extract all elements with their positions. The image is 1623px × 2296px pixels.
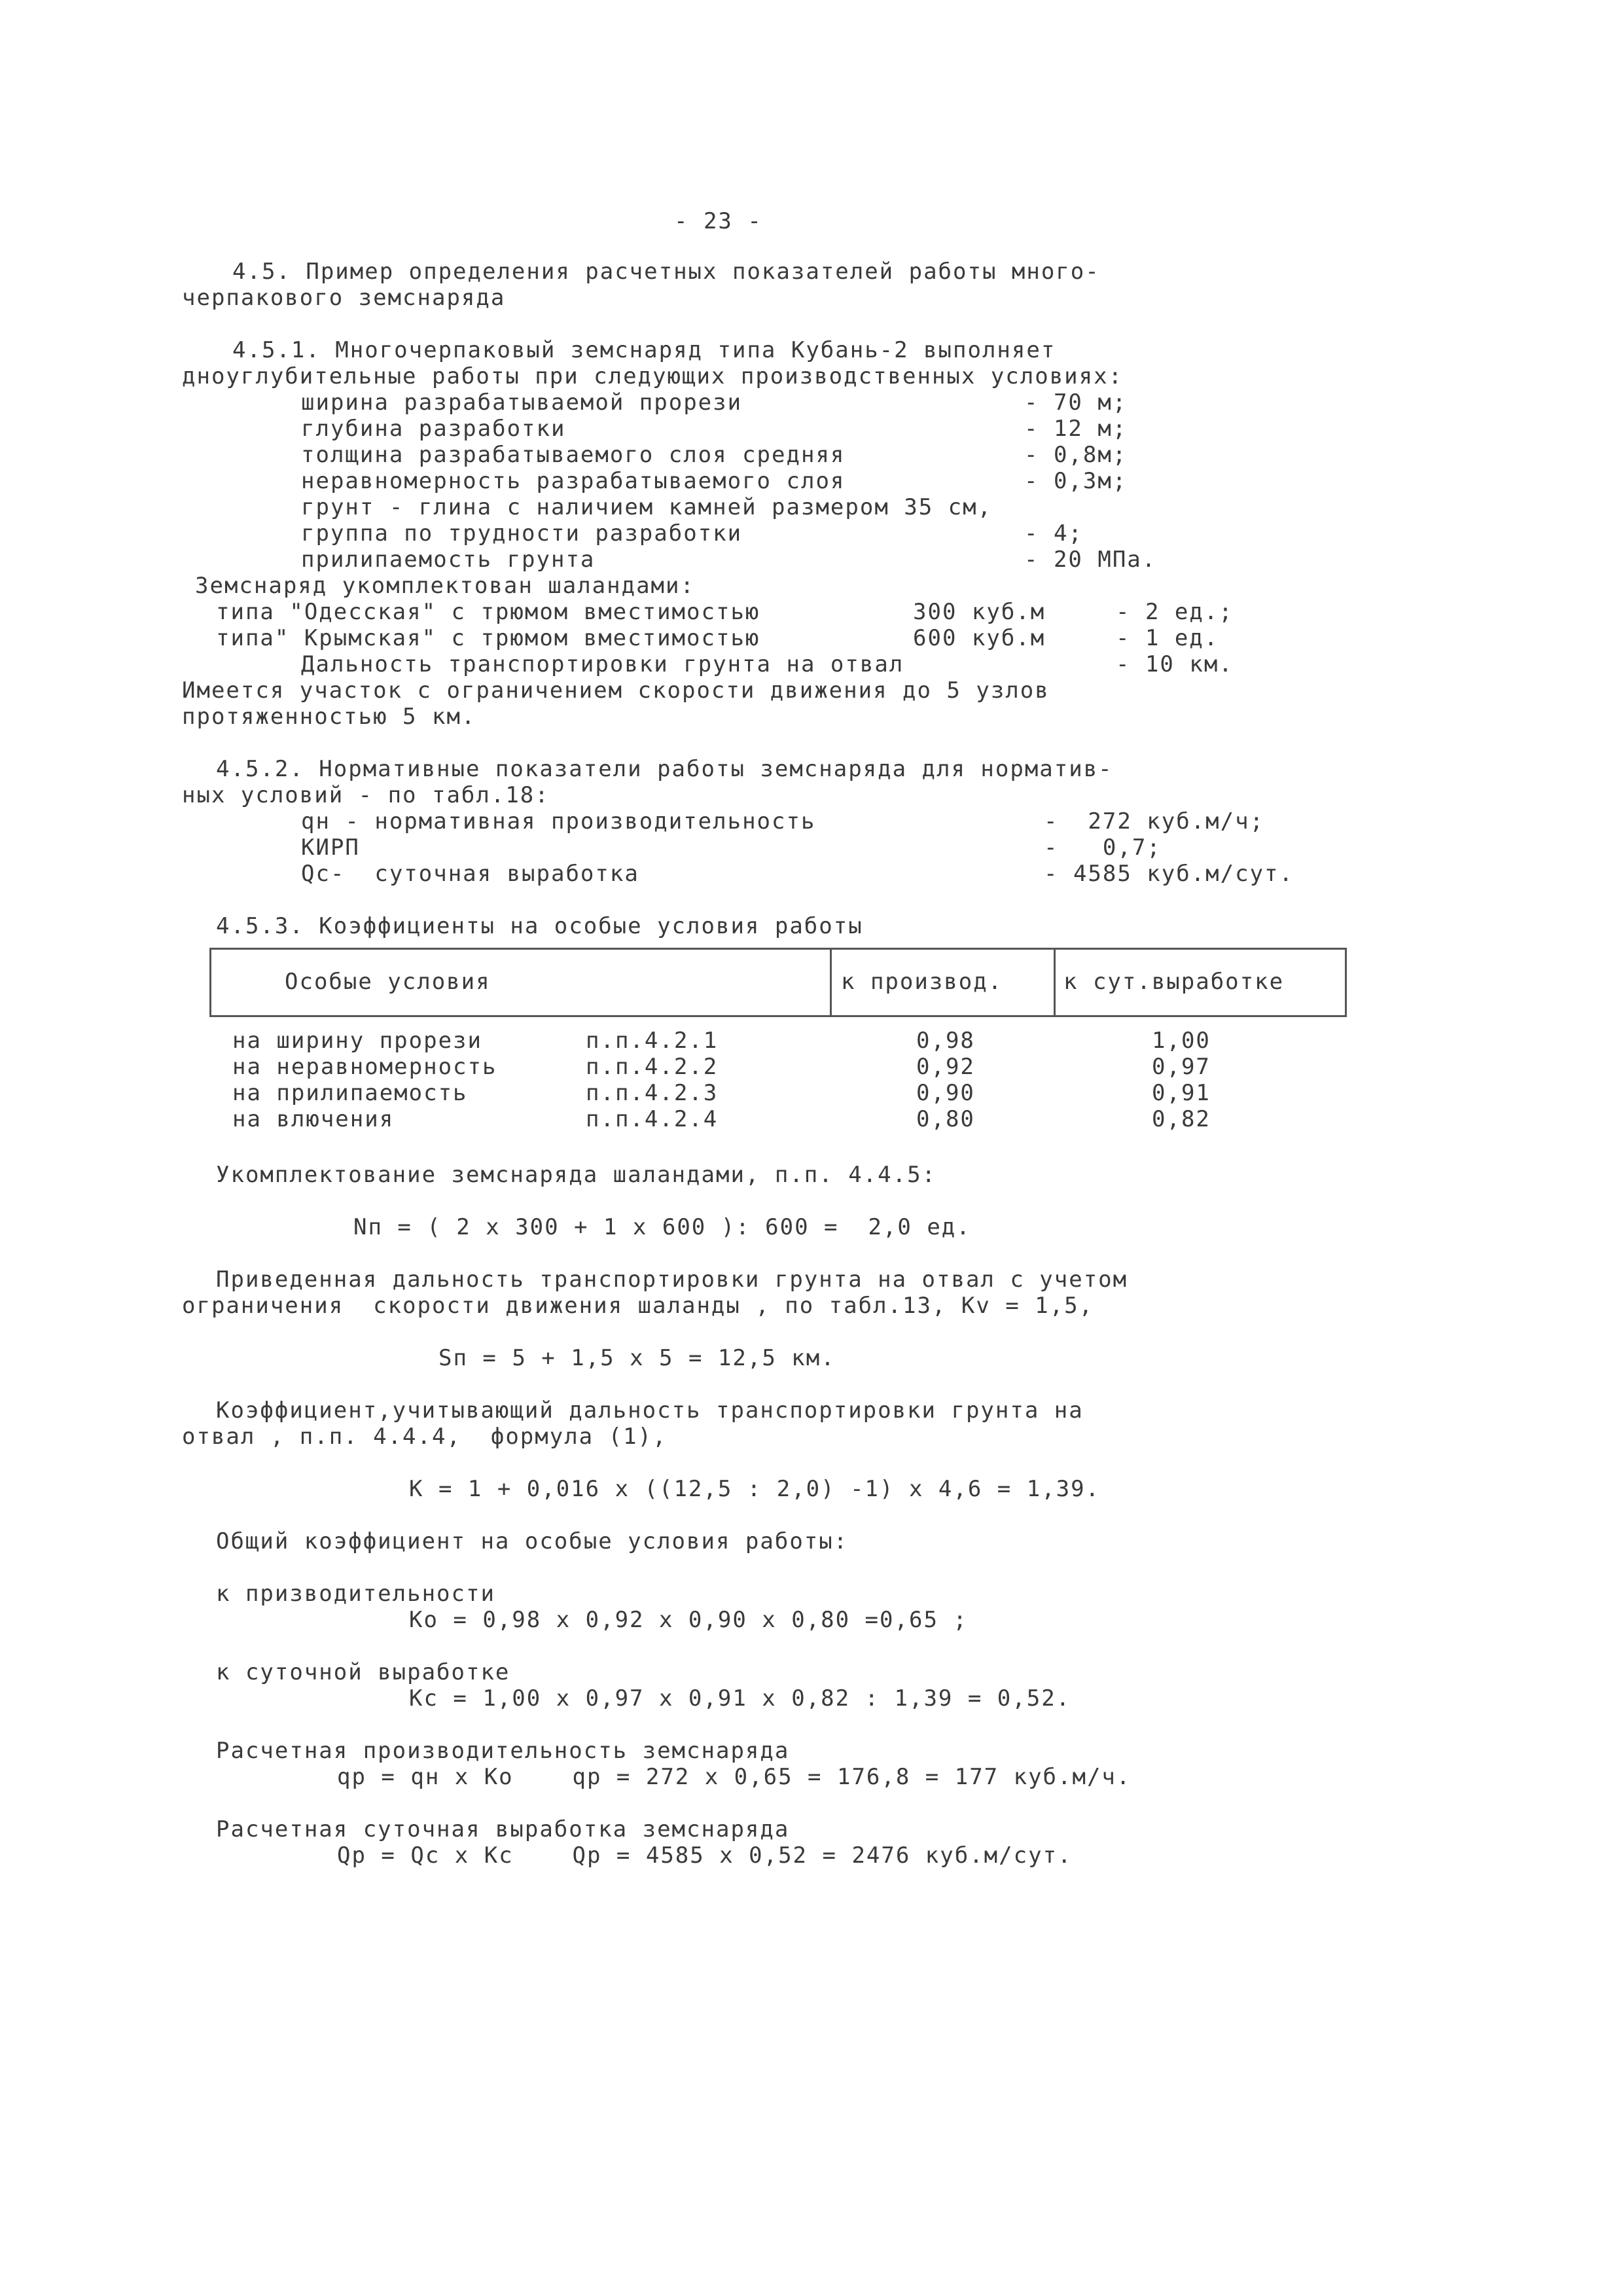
condition-value: - 0,8м; [1024, 442, 1128, 468]
condition-value: - 70 м; [1024, 389, 1128, 416]
table-cell: 0,98 [916, 1028, 975, 1054]
table-cell: 0,80 [916, 1106, 975, 1132]
calc-label: Расчетная производительность земснаряда [216, 1738, 790, 1764]
barge-type: типа" Крымская" с трюмом вместимостью [216, 625, 760, 651]
speed-limit: Имеется участок с ограничением скорости движения до 5 узлов [182, 677, 1050, 704]
distance-label: Дальность транспортировки грунта на отвал [301, 651, 904, 677]
calc-text: Коэффициент,учитывающий дальность транспортировки грунта на [216, 1397, 1084, 1424]
barge-volume: 300 куб.м [913, 599, 1046, 625]
table-header: к производ. [841, 969, 1003, 995]
calc-formula: К = 1 + 0,016 х ((12,5 : 2,0) -1) х 4,6 = 1,39. [409, 1476, 1101, 1502]
section-title: 4.5. Пример определения расчетных показателей работы много- [232, 259, 1100, 285]
condition-label: ширина разрабатываемой прорези [301, 389, 743, 416]
equip-title: Земснаряд укомплектован шаландами: [195, 573, 695, 599]
table-cell: п.п.4.2.2 [586, 1054, 719, 1080]
norm-label: qн - нормативная производительность [301, 808, 816, 834]
page-number: - 23 - [674, 208, 762, 234]
condition-value: - 0,3м; [1024, 468, 1128, 494]
barge-count: - 1 ед. [1116, 625, 1219, 651]
calc-label: Расчетная суточная выработка земснаряда [216, 1816, 790, 1842]
calc-formula: Sп = 5 + 1,5 х 5 = 12,5 км. [438, 1345, 836, 1371]
condition-label: неравномерность разрабатываемого слоя [301, 468, 846, 494]
speed-limit-cont: протяженностью 5 км. [182, 704, 476, 730]
condition-value: - 4; [1024, 520, 1083, 547]
table-divider [1054, 948, 1056, 1017]
calc-label: к суточной выработке [216, 1659, 510, 1685]
s452-intro: 4.5.2. Нормативные показатели работы земснаряда для норматив- [216, 756, 1113, 782]
barge-type: типа "Одесская" с трюмом вместимостью [216, 599, 760, 625]
table-cell: 1,00 [1152, 1028, 1211, 1054]
table-divider [830, 948, 832, 1017]
table-cell: 0,92 [916, 1054, 975, 1080]
table-cell: п.п.4.2.1 [586, 1028, 719, 1054]
table-header: к сут.выработке [1063, 969, 1285, 995]
table-cell: 0,91 [1152, 1080, 1211, 1106]
norm-label: КИРП [301, 834, 360, 861]
condition-label: группа по трудности разработки [301, 520, 743, 547]
calc-text: Укомплектование земснаряда шаландами, п.п. 4.4.5: [216, 1162, 937, 1188]
calc-formula: Кс = 1,00 х 0,97 х 0,91 х 0,82 : 1,39 = 0,52. [409, 1685, 1071, 1712]
calc-formula: Qр = Qс х Кс Qр = 4585 х 0,52 = 2476 куб.м/сут. [337, 1842, 1073, 1869]
table-cell: на влючения [232, 1106, 395, 1132]
calc-text: Приведенная дальность транспортировки грунта на отвал с учетом [216, 1266, 1128, 1293]
s451-intro: 4.5.1. Многочерпаковый земснаряд типа Кубань-2 выполняет [232, 337, 1056, 363]
barge-count: - 2 ед.; [1116, 599, 1234, 625]
norm-value: - 0,7; [1044, 834, 1162, 861]
table-cell: 0,82 [1152, 1106, 1211, 1132]
norm-value: - 272 куб.м/ч; [1044, 808, 1265, 834]
s451-intro-cont: дноуглубительные работы при следующих производственных условиях: [182, 363, 1124, 389]
condition-value: - 12 м; [1024, 416, 1128, 442]
table-cell: 0,97 [1152, 1054, 1211, 1080]
condition-value: - 20 МПа. [1024, 547, 1157, 573]
condition-label: прилипаемость грунта [301, 547, 596, 573]
condition-label: грунт - глина с наличием камней размером 35 см, [301, 494, 993, 520]
table-cell: 0,90 [916, 1080, 975, 1106]
calc-formula: qр = qн х Ко qр = 272 х 0,65 = 176,8 = 177 куб.м/ч. [337, 1764, 1132, 1790]
calc-text-cont: ограничения скорости движения шаланды , по табл.13, Kv = 1,5, [182, 1293, 1094, 1319]
calc-text-cont: отвал , п.п. 4.4.4, формула (1), [182, 1424, 668, 1450]
norm-value: - 4585 куб.м/сут. [1044, 861, 1294, 887]
calc-label: к призводительности [216, 1581, 495, 1607]
table-cell: на прилипаемость [232, 1080, 468, 1106]
condition-label: толщина разрабатываемого слоя средняя [301, 442, 846, 468]
calc-formula: Nп = ( 2 х 300 + 1 х 600 ): 600 = 2,0 ед. [353, 1214, 971, 1240]
section-title-cont: черпакового земснаряда [182, 285, 506, 311]
calc-text: Общий коэффициент на особые условия работы: [216, 1528, 849, 1554]
condition-label: глубина разработки [301, 416, 566, 442]
s453-title: 4.5.3. Коэффициенты на особые условия работы [216, 913, 863, 939]
norm-label: Qc- суточная выработка [301, 861, 639, 887]
calc-formula: Ко = 0,98 х 0,92 х 0,90 х 0,80 =0,65 ; [409, 1607, 968, 1633]
table-cell: п.п.4.2.4 [586, 1106, 719, 1132]
table-cell: на неравномерность [232, 1054, 497, 1080]
table-cell: на ширину прорези [232, 1028, 482, 1054]
table-cell: п.п.4.2.3 [586, 1080, 719, 1106]
s452-intro-cont: ных условий - по табл.18: [182, 782, 550, 808]
distance-value: - 10 км. [1116, 651, 1234, 677]
barge-volume: 600 куб.м [913, 625, 1046, 651]
table-header: Особые условия [285, 969, 491, 995]
